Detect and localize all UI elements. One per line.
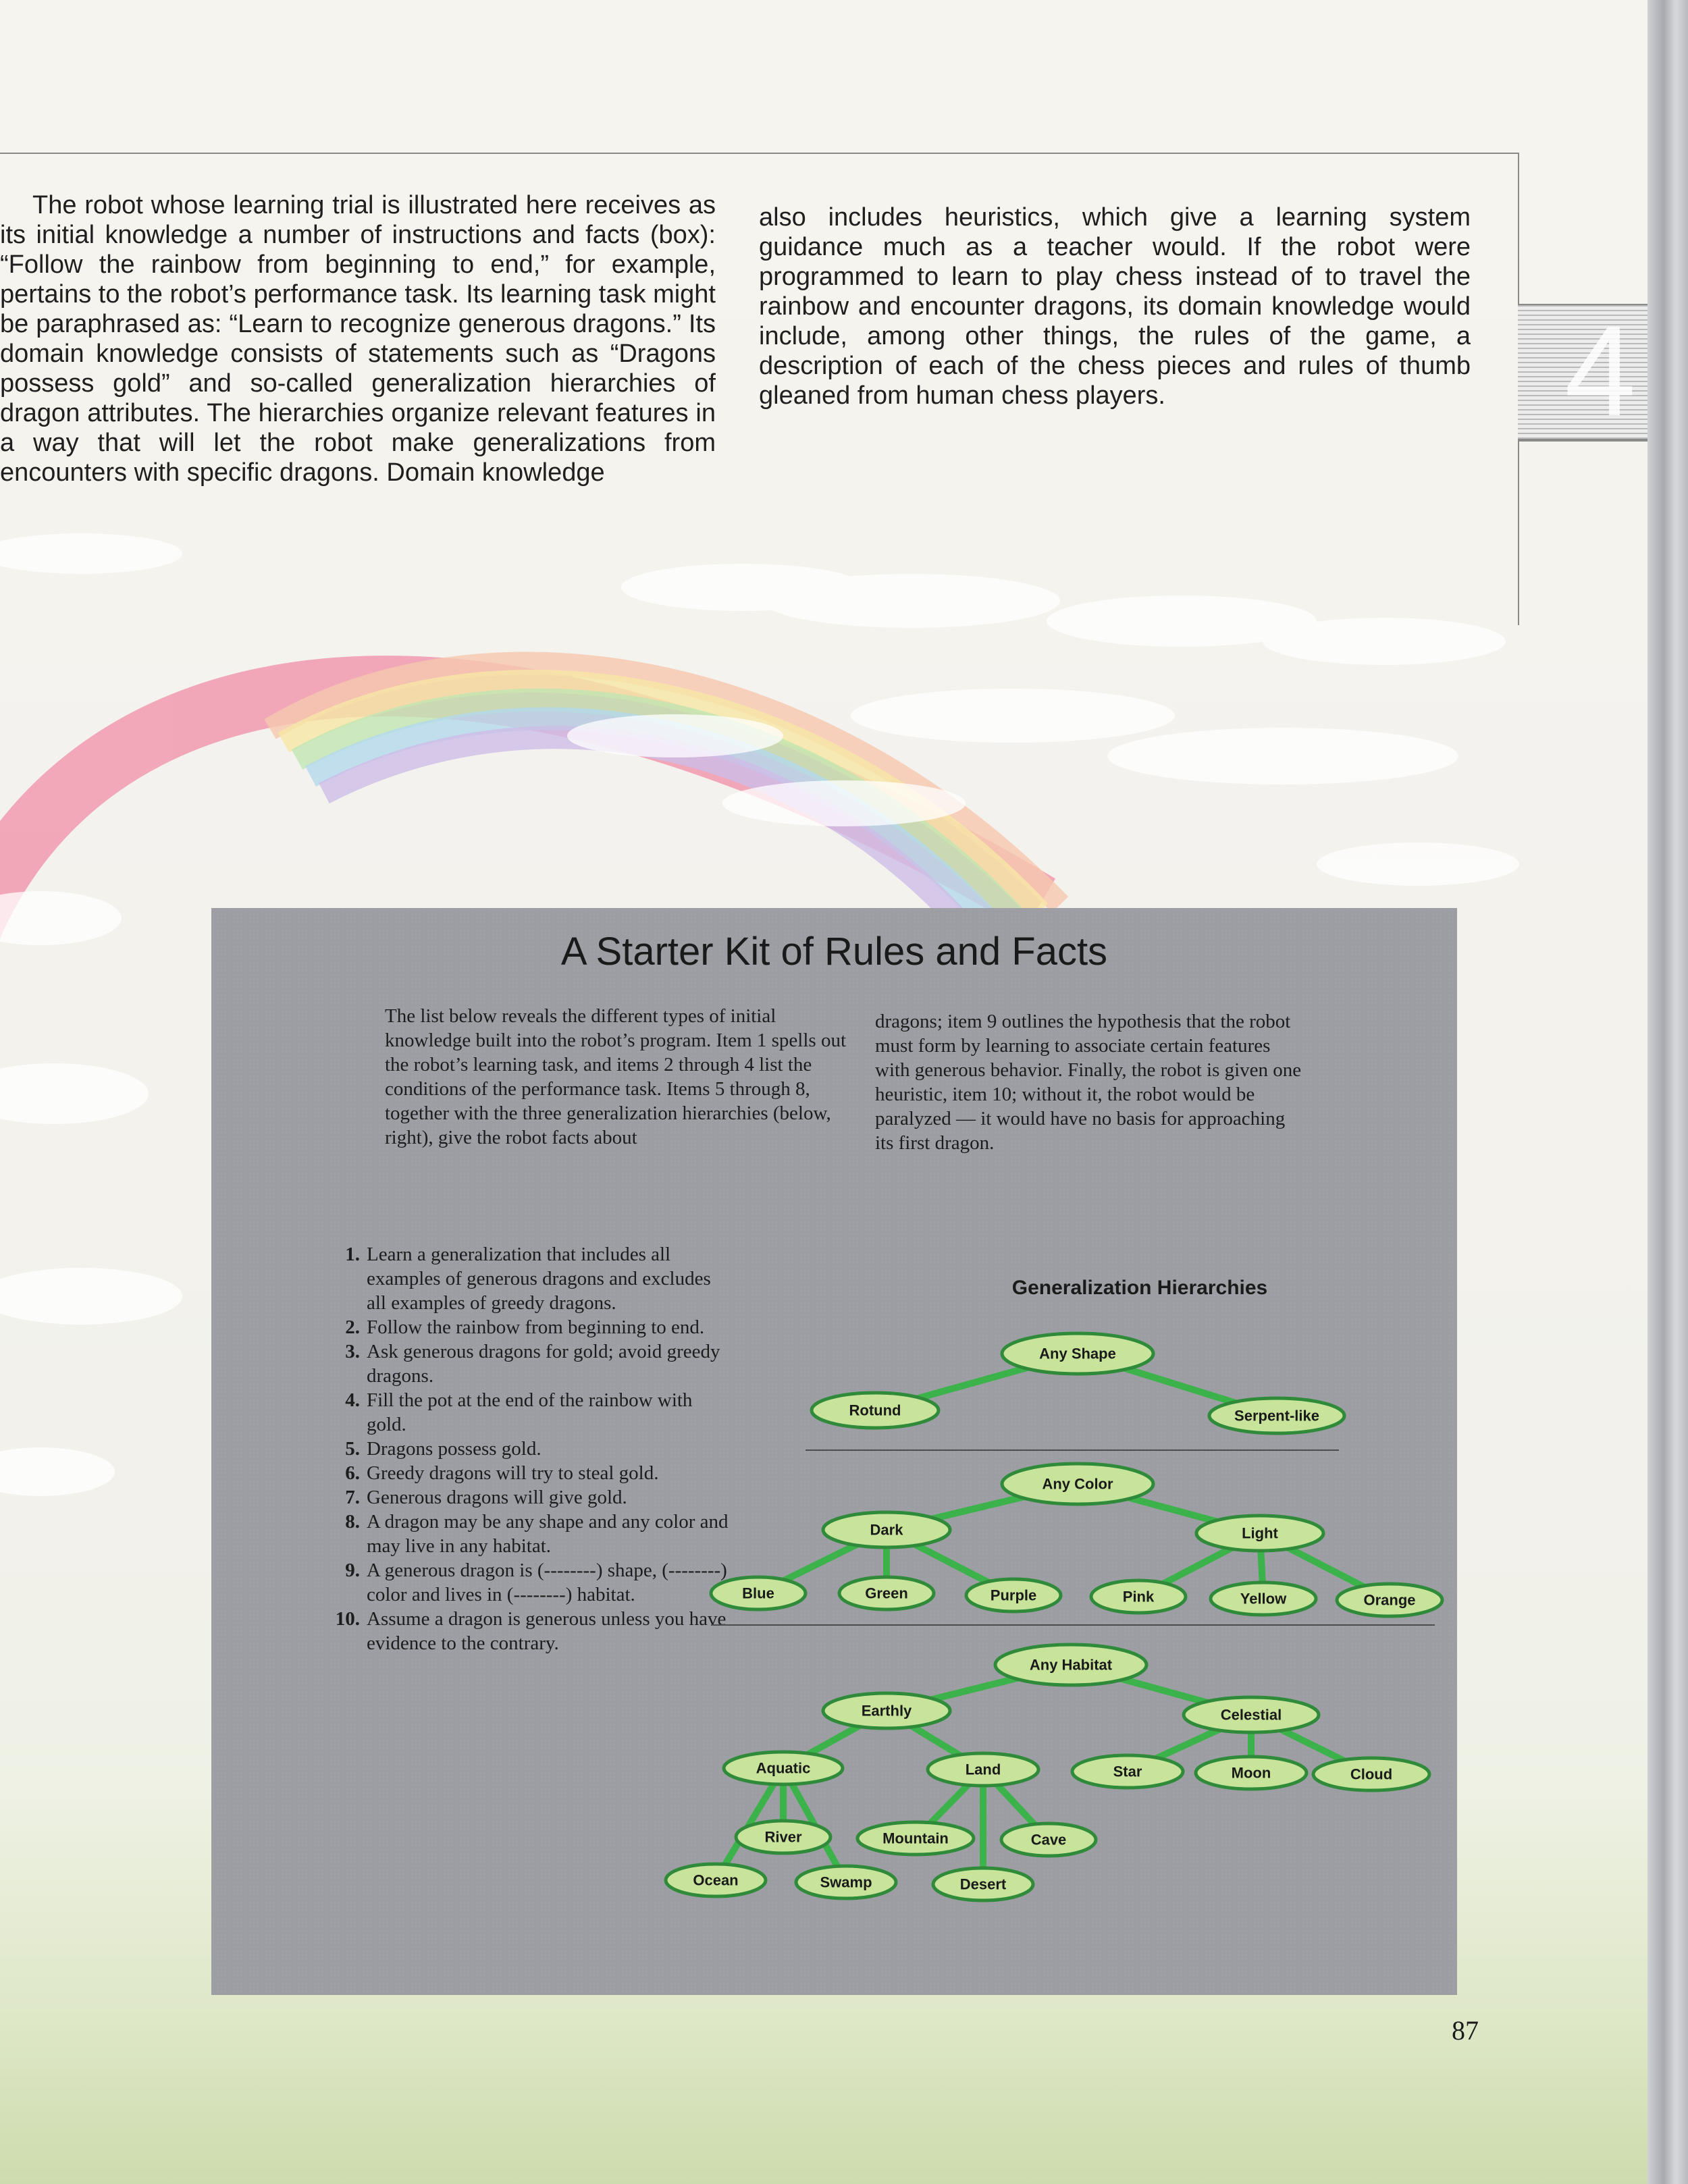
node-label-cloud: Cloud	[1350, 1765, 1393, 1783]
node-label-earthly: Earthly	[861, 1702, 912, 1720]
article-right-column: also includes heuristics, which give a learning system guidance much as a teacher would. If the robot were programmed to learn to play chess instead of to travel the rainbow and encounter dragons, its domain knowledge would include, among other things, the rules of the game, a description of each of the chess pieces and rules of thumb gleaned from human chess players.	[759, 203, 1471, 410]
rule-number: 6.	[345, 1462, 360, 1484]
node-label-land: Land	[965, 1761, 1001, 1778]
node-label-pink: Pink	[1122, 1588, 1155, 1605]
article-left-column: The robot whose learning trial is illustrated here receives as its initial knowledge a number of instructions and facts (box): “Follow the rainbow from beginning to end,” for example, pertains to the robot’s performance task. Its learning task might be paraphrased as: “Learn to recognize generous dragons.” Its domain knowledge consists of statements such as “Dragons possess gold” and so-called generalization hierarchies of dragon attributes. The hierarchies organize relevant features in a way that will let the robot make generalizations from encounters with specific dragons. Domain knowledge	[0, 191, 716, 487]
rule-text: Dragons possess gold.	[367, 1438, 542, 1460]
chapter-tab-rule	[1518, 439, 1647, 440]
starter-kit-box	[211, 908, 1457, 1995]
rule-text: A dragon may be any shape and any color and may live in any habitat.	[367, 1511, 729, 1557]
frame-top-rule	[0, 153, 1519, 154]
node-label-swamp: Swamp	[820, 1873, 872, 1891]
node-label-blue: Blue	[742, 1584, 774, 1602]
node-label-desert: Desert	[959, 1875, 1007, 1893]
node-label-river: River	[764, 1828, 802, 1846]
node-label-green: Green	[865, 1584, 908, 1602]
rule-text: A generous dragon is (--------) shape, (--------) color and lives in (--------) habitat.	[367, 1560, 727, 1605]
rule-number: 2.	[345, 1316, 360, 1338]
rule-text: Follow the rainbow from beginning to end.	[367, 1316, 705, 1338]
node-label-yellow: Yellow	[1240, 1590, 1287, 1607]
node-label-ocean: Ocean	[693, 1871, 739, 1889]
node-label-mountain: Mountain	[882, 1830, 949, 1847]
node-label-aquatic: Aquatic	[756, 1759, 811, 1777]
page-number: 87	[1452, 2015, 1479, 2046]
box-title: A Starter Kit of Rules and Facts	[560, 930, 1108, 974]
node-label-moon: Moon	[1231, 1764, 1271, 1782]
node-label-star: Star	[1113, 1763, 1142, 1780]
node-label-cave: Cave	[1030, 1831, 1067, 1848]
node-label-light: Light	[1242, 1524, 1278, 1542]
box-intro-left: The list below reveals the different types of initial knowledge built into the robot’s program. Item 1 spells out the robot’s learning task, and items 2 through 4 list the conditions of the performance task. Items 5 through 8, together with the three generalization hierarchies (below, right), give the robot facts about	[385, 1005, 847, 1148]
rule-text: Generous dragons will give gold.	[367, 1487, 627, 1508]
node-label-any-color: Any Color	[1042, 1475, 1113, 1493]
node-label-orange: Orange	[1363, 1591, 1416, 1609]
rule-text: Ask generous dragons for gold; avoid greedy dragons.	[367, 1341, 720, 1387]
rule-text: Greedy dragons will try to steal gold.	[367, 1462, 659, 1484]
rule-number: 3.	[345, 1341, 360, 1362]
chapter-number: 4	[1564, 300, 1636, 443]
rule-number: 1.	[345, 1244, 360, 1265]
rule-number: 4.	[345, 1389, 360, 1411]
rule-number: 8.	[345, 1511, 360, 1533]
node-label-rotund: Rotund	[849, 1402, 901, 1419]
node-label-celestial: Celestial	[1220, 1706, 1282, 1724]
node-label-serpent-like: Serpent-like	[1234, 1407, 1319, 1424]
binding-edge	[1647, 0, 1688, 2184]
node-label-any-habitat: Any Habitat	[1029, 1656, 1113, 1674]
generalization-hierarchies-diagram	[211, 908, 1457, 1995]
rule-number: 5.	[345, 1438, 360, 1460]
rule-text: Assume a dragon is generous unless you have evidence to the contrary.	[367, 1608, 727, 1654]
rule-number: 7.	[345, 1487, 360, 1508]
rule-number: 10.	[335, 1608, 360, 1630]
box-intro-right: dragons; item 9 outlines the hypothesis that the robot must form by learning to associate certain features with generous behavior. Finally, the robot is given one heuristic, item 10; without it, the robot would be paralyzed — it would have no basis for approaching its first dragon.	[875, 1011, 1302, 1154]
rule-text: Fill the pot at the end of the rainbow with gold.	[367, 1389, 693, 1435]
rule-number: 9.	[345, 1560, 360, 1581]
node-label-dark: Dark	[870, 1521, 903, 1539]
hierarchies-title: Generalization Hierarchies	[1011, 1277, 1268, 1299]
rule-text: Learn a generalization that includes all examples of generous dragons and excludes all examples of greedy dragons.	[367, 1244, 711, 1314]
node-label-purple: Purple	[990, 1587, 1037, 1604]
node-label-any-shape: Any Shape	[1039, 1345, 1116, 1362]
